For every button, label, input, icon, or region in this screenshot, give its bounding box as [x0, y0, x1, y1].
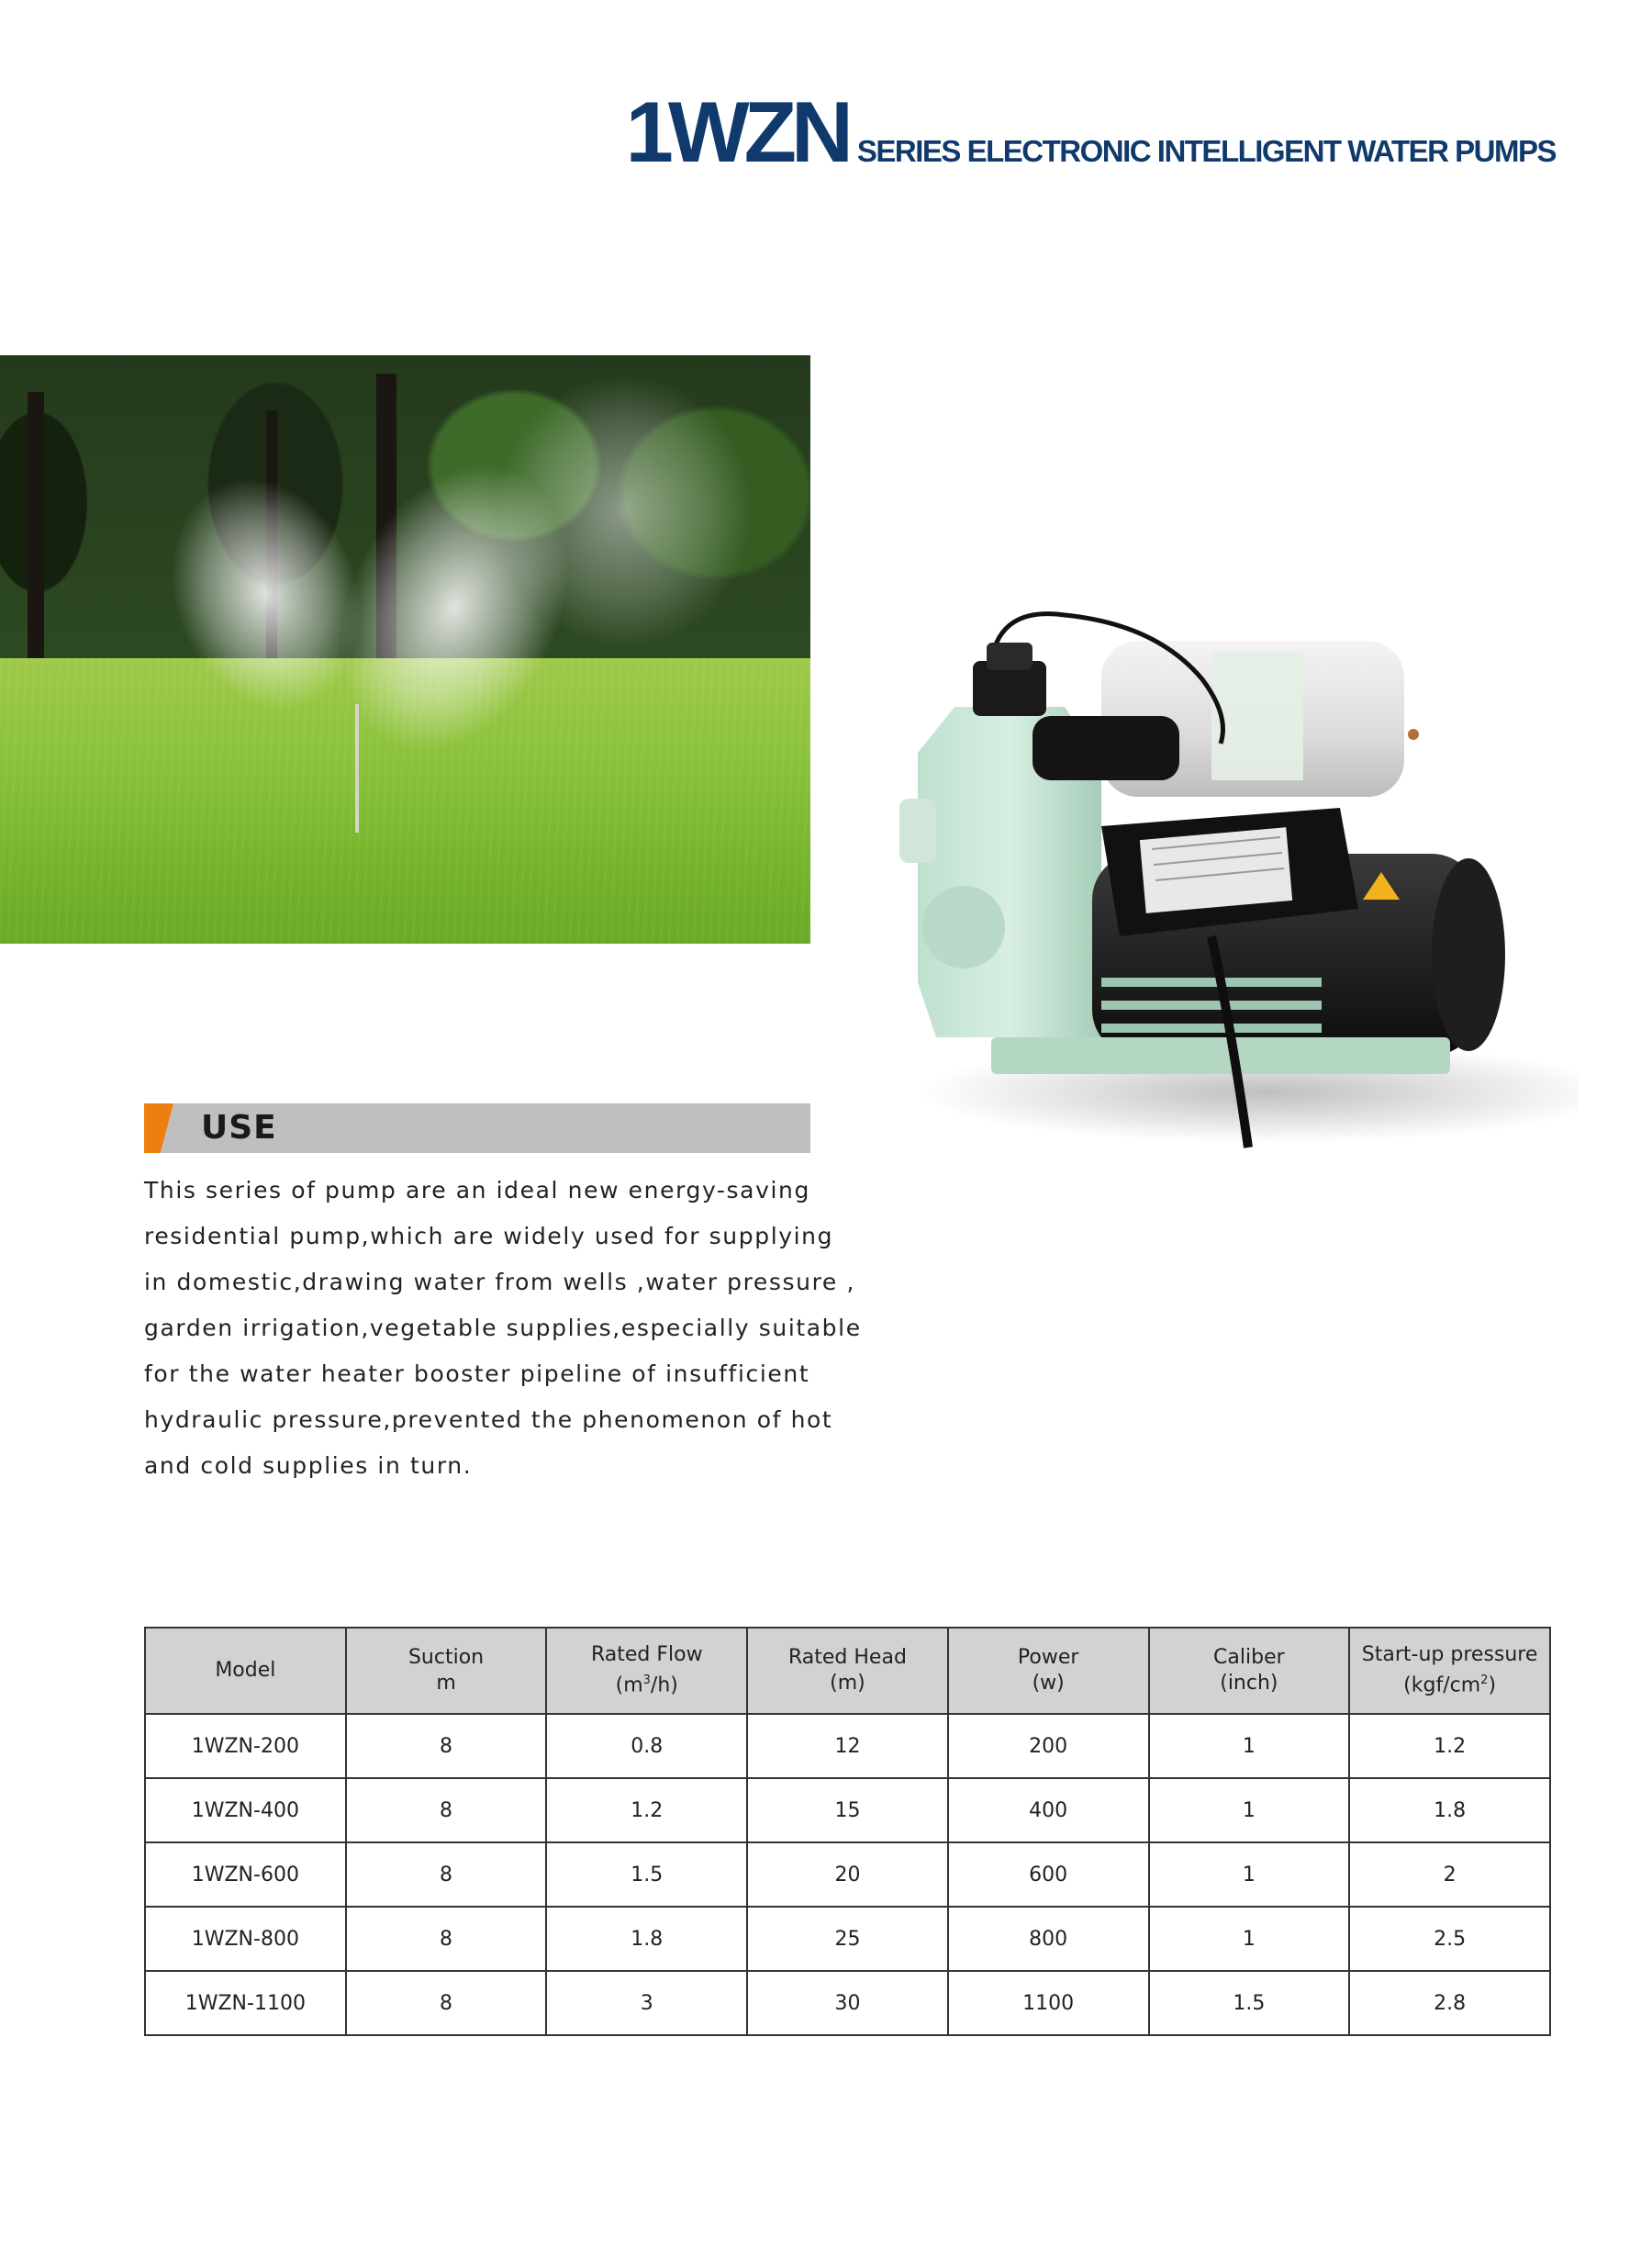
table-cell: 1.2	[546, 1778, 747, 1842]
header-rated-head: Rated Head (m)	[747, 1628, 948, 1714]
table-row	[145, 1714, 1550, 1778]
use-line: in domestic,drawing water from wells ,water pressure ,	[144, 1269, 856, 1295]
use-line: hydraulic pressure,prevented the phenomenon of hot	[144, 1406, 833, 1433]
orange-accent-shape	[144, 1103, 173, 1153]
table-cell: 600	[948, 1842, 1149, 1907]
table-cell: 1WZN-600	[145, 1842, 346, 1907]
use-section-heading	[144, 1103, 810, 1153]
table-cell: 2.8	[1349, 1971, 1550, 2035]
table-row	[145, 1971, 1550, 2035]
header-startup-pressure: Start-up pressure $(kgf/cm^2)$	[1349, 1628, 1550, 1714]
use-heading-label: USE	[201, 1109, 277, 1147]
table-cell: 1	[1149, 1778, 1350, 1842]
header-rated-flow: Rated Flow $(m^3/h)$	[546, 1628, 747, 1714]
table-cell: 8	[346, 1778, 547, 1842]
table-cell: 400	[948, 1778, 1149, 1842]
table-cell: 1WZN-1100	[145, 1971, 346, 2035]
table-cell: 8	[346, 1971, 547, 2035]
use-line: for the water heater booster pipeline of insufficient	[144, 1360, 810, 1387]
title-model: 1WZN	[625, 84, 848, 180]
table-cell: 25	[747, 1907, 948, 1971]
header-caliber: Caliber (inch)	[1149, 1628, 1350, 1714]
table-cell: 800	[948, 1907, 1149, 1971]
lawn-sprinkler-photo	[0, 355, 810, 944]
table-cell: 1WZN-800	[145, 1907, 346, 1971]
table-cell: 2.5	[1349, 1907, 1550, 1971]
water-pump-photo	[881, 597, 1579, 1166]
table-cell: 0.8	[546, 1714, 747, 1778]
use-line: residential pump,which are widely used for supplying	[144, 1223, 834, 1249]
table-row	[145, 1842, 1550, 1907]
header-model: Model	[145, 1628, 346, 1714]
header-suction: Suction m	[346, 1628, 547, 1714]
table-row	[145, 1907, 1550, 1971]
table-cell: 15	[747, 1778, 948, 1842]
table-cell: 20	[747, 1842, 948, 1907]
use-description	[144, 1168, 862, 1489]
header-power: Power (w)	[948, 1628, 1149, 1714]
table-header-row	[145, 1628, 1550, 1714]
table-cell: 1.2	[1349, 1714, 1550, 1778]
table-cell: 30	[747, 1971, 948, 2035]
table-cell: 1.5	[546, 1842, 747, 1907]
table-cell: 1100	[948, 1971, 1149, 2035]
page-title	[551, 83, 1556, 182]
table-cell: 1.5	[1149, 1971, 1350, 2035]
table-cell: 200	[948, 1714, 1149, 1778]
specification-table	[144, 1627, 1551, 2036]
use-line: garden irrigation,vegetable supplies,especially suitable	[144, 1315, 862, 1341]
table-cell: 1WZN-400	[145, 1778, 346, 1842]
title-subtitle: SERIES ELECTRONIC INTELLIGENT WATER PUMPS	[856, 134, 1556, 168]
table-cell: 8	[346, 1714, 547, 1778]
table-cell: 1WZN-200	[145, 1714, 346, 1778]
table-cell: 8	[346, 1907, 547, 1971]
use-line: This series of pump are an ideal new energy-saving	[144, 1177, 810, 1203]
table-cell: 1	[1149, 1714, 1350, 1778]
table-cell: 1	[1149, 1907, 1350, 1971]
table-cell: 1	[1149, 1842, 1350, 1907]
table-row	[145, 1778, 1550, 1842]
table-cell: 1.8	[1349, 1778, 1550, 1842]
table-cell: 3	[546, 1971, 747, 2035]
table-cell: 12	[747, 1714, 948, 1778]
use-line: and cold supplies in turn.	[144, 1452, 473, 1479]
table-cell: 2	[1349, 1842, 1550, 1907]
table-cell: 1.8	[546, 1907, 747, 1971]
table-cell: 8	[346, 1842, 547, 1907]
